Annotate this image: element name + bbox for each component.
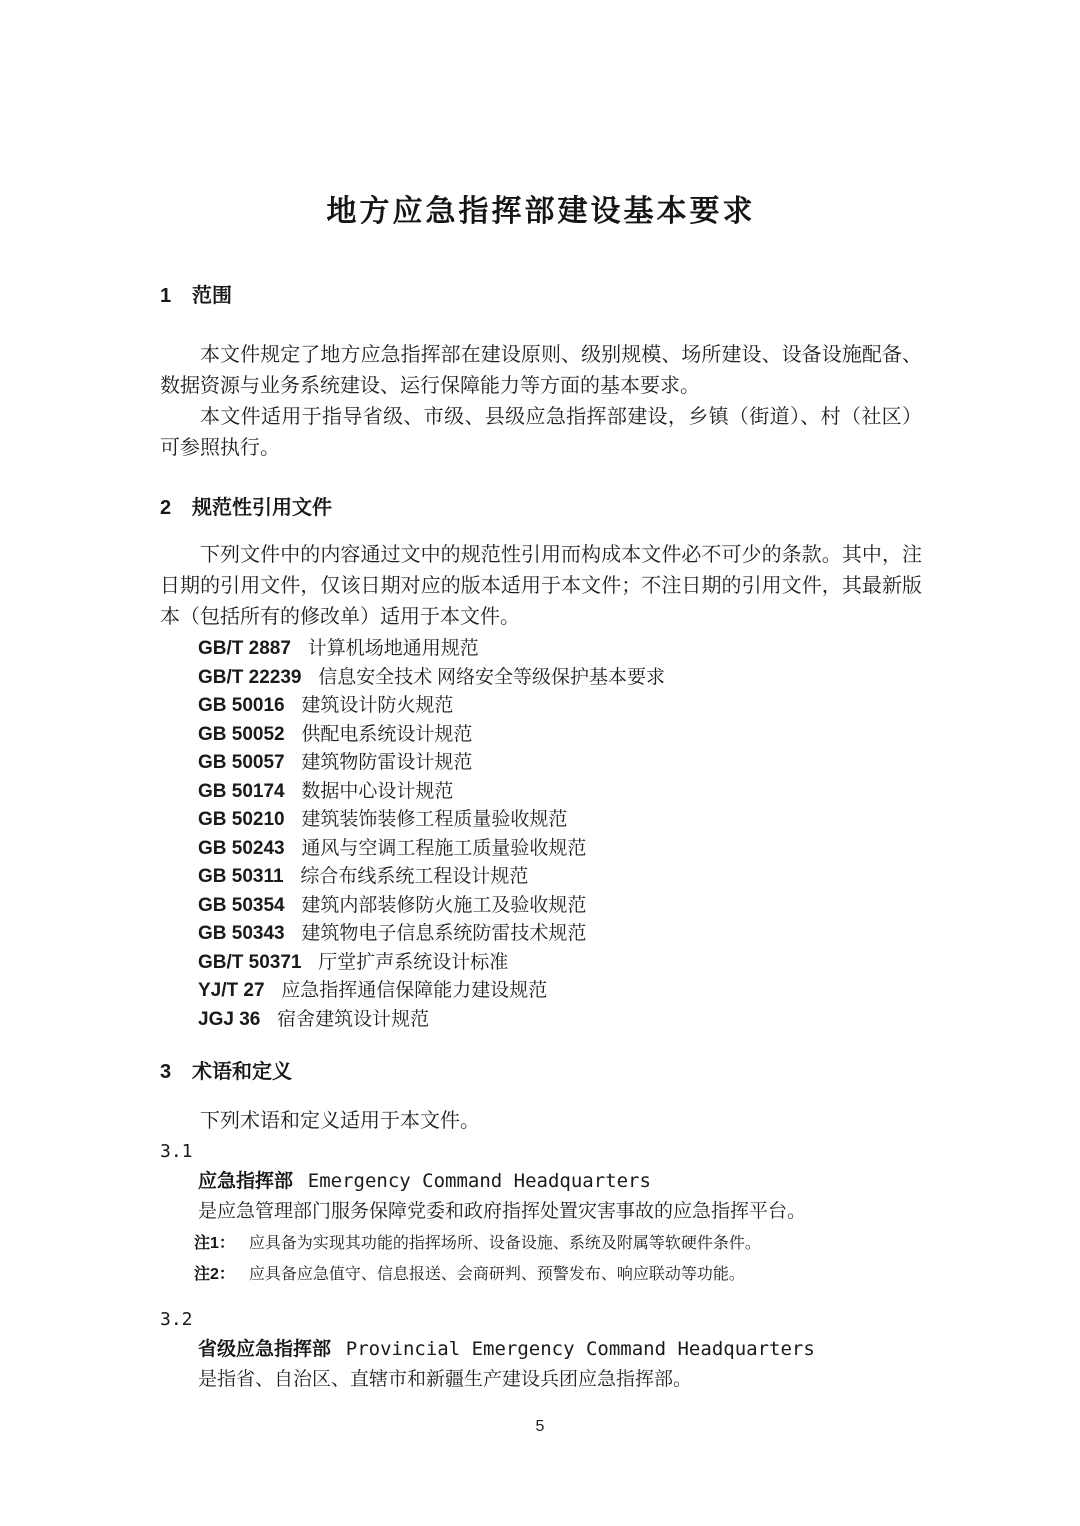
section-heading-terms [160, 1058, 922, 1086]
reference-item [198, 892, 922, 921]
reference-item [198, 949, 922, 978]
reference-name: 建筑设计防火规范 [301, 695, 454, 716]
reference-code: GB/T 50371 [198, 951, 302, 973]
reference-item [198, 778, 922, 807]
term-title-line [198, 1334, 922, 1365]
reference-item [198, 977, 922, 1006]
reference-item [198, 664, 922, 693]
term-note-1 [194, 1229, 922, 1258]
reference-name: 计算机场地通用规范 [307, 638, 479, 659]
reference-code: GB/T 22239 [198, 666, 302, 688]
reference-item [198, 692, 922, 721]
reference-item [198, 749, 922, 778]
note-text: 应具备应急值守、信息报送、会商研判、预警发布、响应联动等功能。 [248, 1266, 745, 1283]
term-note-2 [194, 1260, 922, 1289]
reference-name: 信息安全技术 网络安全等级保护基本要求 [318, 666, 666, 688]
note-text: 应具备为实现其功能的指挥场所、设备设施、系统及附属等软硬件条件。 [248, 1235, 761, 1252]
section-number: 1 [160, 285, 172, 307]
reference-name: 数据中心设计规范 [301, 780, 454, 802]
reference-code: GB 50354 [198, 894, 285, 916]
references-list [198, 635, 922, 1034]
reference-name: 宿舍建筑设计规范 [277, 1008, 430, 1030]
reference-code: GB 50174 [198, 780, 285, 802]
reference-item [198, 835, 922, 864]
page-content [160, 0, 922, 1395]
reference-code: GB 50343 [198, 923, 285, 944]
term-entry-3-2 [160, 1305, 922, 1395]
reference-item [198, 1006, 922, 1035]
term-zh: 应急指挥部 [198, 1171, 294, 1192]
reference-code: GB/T 2887 [198, 638, 291, 659]
reference-name: 供配电系统设计规范 [301, 723, 473, 745]
reference-code: YJ/T 27 [198, 980, 265, 1001]
reference-name: 应急指挥通信保障能力建设规范 [281, 980, 548, 1001]
term-definition: 是指省、自治区、直辖市和新疆生产建设兵团应急指挥部。 [198, 1369, 693, 1390]
reference-name: 通风与空调工程施工质量验收规范 [301, 837, 587, 859]
reference-code: JGJ 36 [198, 1008, 261, 1030]
term-en: Provincial Emergency Command Headquarters [345, 1338, 815, 1360]
term-entry-3-1 [160, 1137, 922, 1289]
reference-code: GB 50311 [198, 866, 284, 887]
note-label: 注1： [194, 1235, 235, 1252]
section-number: 3 [160, 1061, 172, 1083]
scope-paragraph-1: 本文件规定了地方应急指挥部在建设原则、级别规模、场所建设、设备设施配备、数据资源与业务系统建设、运行保障能力等方面的基本要求。 [160, 344, 922, 397]
note-label: 注2： [194, 1266, 235, 1283]
reference-name: 厅堂扩声系统设计标准 [318, 951, 509, 973]
section-number: 2 [160, 497, 172, 519]
references-intro: 下列文件中的内容通过文中的规范性引用而构成本文件必不可少的条款。其中，注日期的引用文件，仅该日期对应的版本适用于本文件；不注日期的引用文件，其最新版本（包括所有的修改单）适用于本文件。 [160, 544, 922, 628]
reference-item [198, 806, 922, 835]
term-number: 3.2 [160, 1309, 193, 1330]
scope-paragraph-2: 本文件适用于指导省级、市级、县级应急指挥部建设，乡镇（街道）、村（社区）可参照执行。 [160, 406, 922, 459]
section-title: 范围 [192, 285, 232, 307]
reference-code: GB 50016 [198, 695, 285, 716]
section-heading-scope [160, 282, 922, 310]
reference-code: GB 50052 [198, 723, 285, 745]
reference-item [198, 863, 922, 892]
reference-name: 建筑内部装修防火施工及验收规范 [301, 894, 587, 916]
page-number: 5 [535, 1418, 545, 1435]
reference-name: 建筑物防雷设计规范 [301, 752, 473, 773]
reference-item [198, 920, 922, 949]
section-heading-references [160, 494, 922, 522]
reference-name: 建筑装饰装修工程质量验收规范 [301, 809, 568, 830]
terms-intro: 下列术语和定义适用于本文件。 [200, 1110, 480, 1132]
reference-item [198, 635, 922, 664]
reference-code: GB 50210 [198, 809, 285, 830]
reference-item [198, 721, 922, 750]
reference-name: 综合布线系统工程设计规范 [300, 866, 529, 887]
document-title: 地方应急指挥部建设基本要求 [326, 195, 756, 228]
term-number: 3.1 [160, 1141, 193, 1162]
term-definition: 是应急管理部门服务保障党委和政府指挥处置灾害事故的应急指挥平台。 [198, 1201, 807, 1222]
term-title-line [198, 1166, 922, 1197]
reference-code: GB 50243 [198, 837, 285, 859]
term-zh: 省级应急指挥部 [198, 1339, 332, 1360]
term-en: Emergency Command Headquarters [307, 1170, 651, 1192]
section-title: 规范性引用文件 [192, 497, 332, 519]
reference-code: GB 50057 [198, 752, 285, 773]
section-title: 术语和定义 [192, 1061, 292, 1083]
scope-body [160, 340, 922, 464]
reference-name: 建筑物电子信息系统防雷技术规范 [301, 923, 587, 944]
